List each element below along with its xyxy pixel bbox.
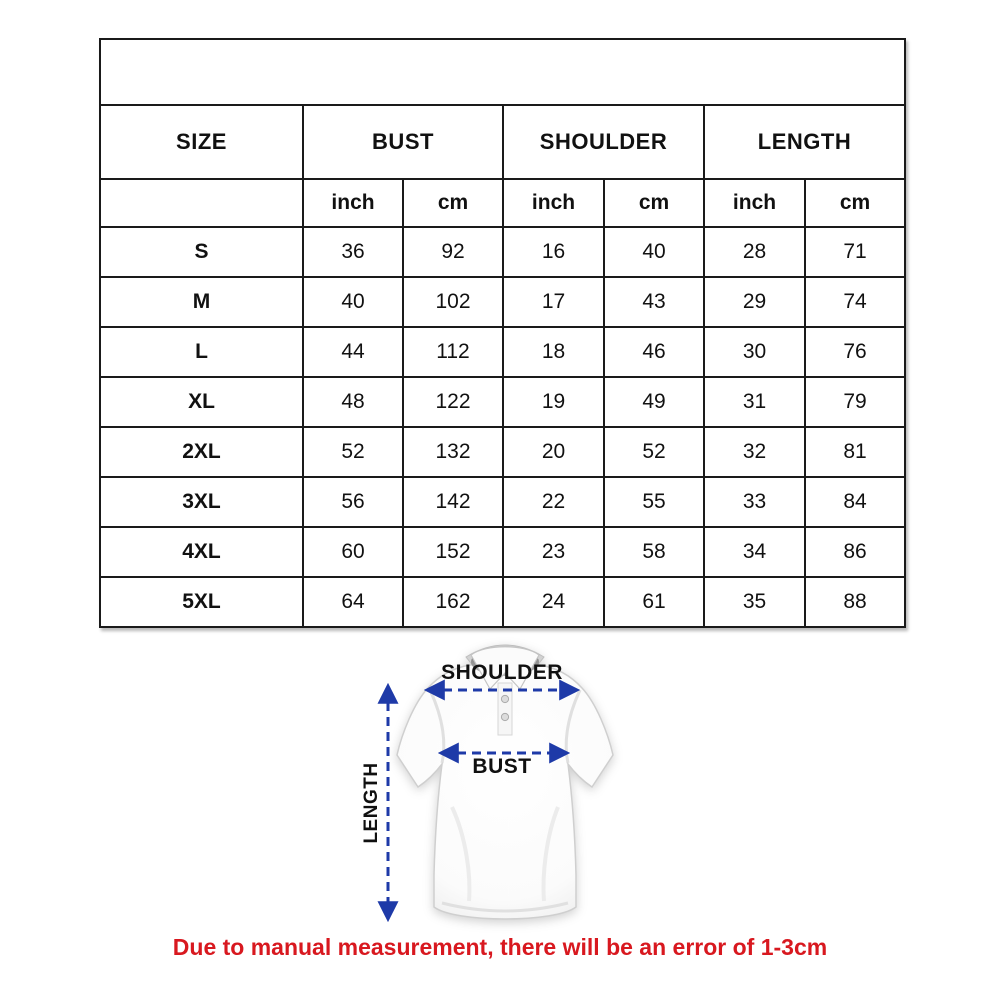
value-cell: 16 <box>503 227 604 277</box>
table-row-3xl <box>100 477 905 527</box>
length-label: LENGTH <box>361 762 382 844</box>
value-cell: 52 <box>303 427 403 477</box>
table-row-4xl <box>100 527 905 577</box>
value-cell: 30 <box>704 327 805 377</box>
unit-length-inch: inch <box>704 179 805 227</box>
value-cell: 29 <box>704 277 805 327</box>
value-cell: 23 <box>503 527 604 577</box>
unit-row <box>100 179 905 227</box>
table-row-xl <box>100 377 905 427</box>
value-cell: 18 <box>503 327 604 377</box>
unit-bust-cm: cm <box>403 179 503 227</box>
value-cell: 74 <box>805 277 905 327</box>
size-label: 4XL <box>100 527 303 577</box>
value-cell: 22 <box>503 477 604 527</box>
value-cell: 142 <box>403 477 503 527</box>
column-header-shoulder: SHOULDER <box>503 105 704 179</box>
value-cell: 33 <box>704 477 805 527</box>
value-cell: 35 <box>704 577 805 627</box>
value-cell: 44 <box>303 327 403 377</box>
table-row-5xl <box>100 577 905 627</box>
value-cell: 49 <box>604 377 704 427</box>
size-label: 3XL <box>100 477 303 527</box>
value-cell: 112 <box>403 327 503 377</box>
value-cell: 40 <box>604 227 704 277</box>
value-cell: 162 <box>403 577 503 627</box>
unit-shoulder-cm: cm <box>604 179 704 227</box>
value-cell: 86 <box>805 527 905 577</box>
value-cell: 17 <box>503 277 604 327</box>
table-row-2xl <box>100 427 905 477</box>
column-header-size: SIZE <box>100 105 303 179</box>
value-cell: 102 <box>403 277 503 327</box>
value-cell: 76 <box>805 327 905 377</box>
value-cell: 56 <box>303 477 403 527</box>
value-cell: 152 <box>403 527 503 577</box>
value-cell: 40 <box>303 277 403 327</box>
value-cell: 84 <box>805 477 905 527</box>
measurement-disclaimer: Due to manual measurement, there will be an error of 1-3cm <box>172 934 828 960</box>
unit-length-cm: cm <box>805 179 905 227</box>
value-cell: 71 <box>805 227 905 277</box>
value-cell: 24 <box>503 577 604 627</box>
value-cell: 132 <box>403 427 503 477</box>
value-cell: 122 <box>403 377 503 427</box>
value-cell: 28 <box>704 227 805 277</box>
value-cell: 60 <box>303 527 403 577</box>
value-cell: 19 <box>503 377 604 427</box>
value-cell: 43 <box>604 277 704 327</box>
value-cell: 79 <box>805 377 905 427</box>
value-cell: 55 <box>604 477 704 527</box>
size-label: 5XL <box>100 577 303 627</box>
value-cell: 36 <box>303 227 403 277</box>
shoulder-label: SHOULDER <box>441 661 563 684</box>
column-header-bust: BUST <box>303 105 503 179</box>
chart-title: POLO SHIRT SIZE CHART <box>100 39 905 105</box>
unit-spacer <box>100 179 303 227</box>
column-header-length: LENGTH <box>704 105 905 179</box>
title-row <box>100 39 905 105</box>
value-cell: 48 <box>303 377 403 427</box>
size-label: L <box>100 327 303 377</box>
value-cell: 52 <box>604 427 704 477</box>
unit-shoulder-inch: inch <box>503 179 604 227</box>
value-cell: 58 <box>604 527 704 577</box>
size-label: XL <box>100 377 303 427</box>
value-cell: 88 <box>805 577 905 627</box>
size-label: M <box>100 277 303 327</box>
size-label: S <box>100 227 303 277</box>
table-row-m <box>100 277 905 327</box>
button-bottom <box>501 713 508 720</box>
value-cell: 32 <box>704 427 805 477</box>
value-cell: 92 <box>403 227 503 277</box>
value-cell: 64 <box>303 577 403 627</box>
unit-bust-inch: inch <box>303 179 403 227</box>
column-header-row <box>100 105 905 179</box>
value-cell: 46 <box>604 327 704 377</box>
button-top <box>501 695 508 702</box>
table-row-s <box>100 227 905 277</box>
bust-label: BUST <box>472 755 532 778</box>
table-row-l <box>100 327 905 377</box>
value-cell: 34 <box>704 527 805 577</box>
measurement-diagram <box>330 635 670 935</box>
value-cell: 81 <box>805 427 905 477</box>
size-label: 2XL <box>100 427 303 477</box>
value-cell: 61 <box>604 577 704 627</box>
value-cell: 31 <box>704 377 805 427</box>
size-chart-table <box>99 38 906 628</box>
value-cell: 20 <box>503 427 604 477</box>
